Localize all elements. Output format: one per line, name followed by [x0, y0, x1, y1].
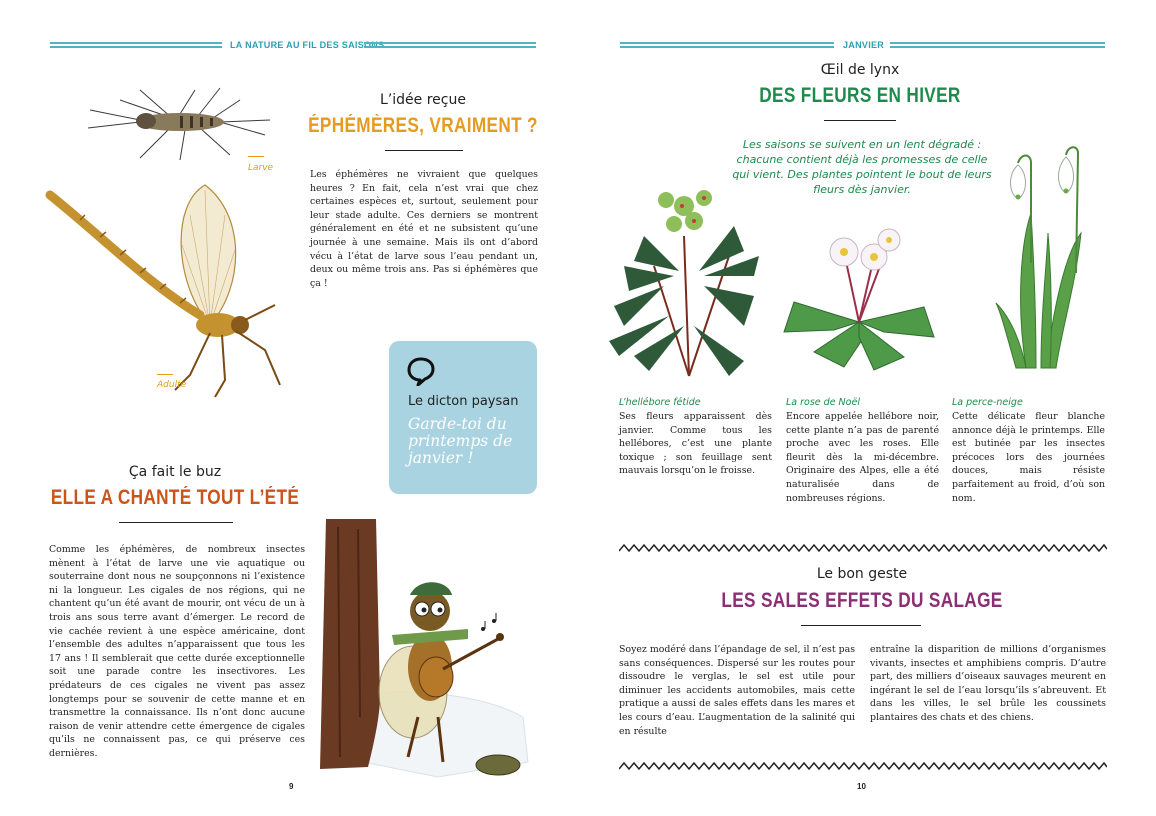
buz-kicker: Ça fait le buz — [128, 464, 222, 480]
dicton-quote: Garde-toi du printemps de janvier ! — [408, 415, 513, 467]
bon-geste-col1: Soyez modéré dans l’épandage de sel, il n’est pas sans conséquences. Dispersé sur les routes pour dissoudre le verglas, le sel est utile pour diminuer les accidents automobiles, mais cette pratique a aussi de sales effets dans les mares et les cours d’eau. L’augmentation de la salinité qui en résulte — [619, 644, 855, 737]
larve-caption: Larve — [248, 163, 274, 173]
right-header-rule-left — [620, 42, 834, 48]
left-running-head: LA NATURE AU FIL DES SAISONS — [230, 40, 385, 50]
right-header-rule-right — [890, 42, 1105, 48]
right-running-head: JANVIER — [843, 40, 885, 50]
adulte-caption-rule — [157, 374, 173, 375]
buz-body: Comme les éphémères, de nombreux insectes mènent à l’état de larve une vie aquatique ou souterraine dont nous ne soupçonnons ni l’existence ni la longueur. Les cigales de nos régions, qui ne chantent qu’un été avant de mourir, ont vécu de un à trois ans sous terre avant d’émerger. Le record de vie cachée revient à une espèce américaine, dont l’ensemble des adultes n’apparaissent que tous les 17 ans ! Il semblerait que cette durée exceptionnelle soit une parade contre les insectivores. Les prédateurs de ces cigales ne vivent pas assez longtemps pour se souvenir de cette manne et en transmettre la connaissance. Ils n’ont donc aucune raison de venir attendre cette émergence de cigales qu’ils ne connaissent pas, ce qui préserve ces dernières. — [49, 544, 305, 759]
idee-recue-body: Les éphémères ne vivraient que quelques heures ? En fait, cela n’est vrai que chez certaines espèces et, surtout, seulement pour leur stade adulte. Ces derniers se montrent généralement en été et ne subsistent qu’une journée à une semaine. Mais ils ont d’abord vécu à l’état de larve sous l’eau pendant un, deux ou même trois ans. Pas si éphémères que ça ! — [310, 169, 538, 289]
idee-recue-headline: ÉPHÉMÈRES, VRAIMENT ? — [308, 114, 538, 137]
lynx-rule — [824, 120, 896, 121]
idee-recue-kicker: L’idée reçue — [380, 92, 466, 108]
bon-geste-rule — [801, 625, 921, 626]
zigzag-divider-bottom — [619, 760, 1107, 772]
plant-text-perce-neige: Cette délicate fleur blanche annonce déjà le printemps. Elle est butinée par les insectes précoces lors des journées douces, mais résiste parfaitement au froid, d’où son nom. — [952, 411, 1105, 504]
bon-geste-headline: LES SALES EFFETS DU SALAGE — [721, 589, 1003, 612]
larve-caption-rule — [248, 156, 264, 157]
buz-rule — [119, 522, 233, 523]
lynx-intro: Les saisons se suivent en un lent dégradé : chacune contient déjà les promesses de celle qui vient. Des plantes pointent le bout de leurs fleurs dès janvier. — [732, 138, 992, 196]
plant-name-perce-neige: La perce-neige — [952, 397, 1023, 408]
zigzag-divider-top — [619, 542, 1107, 554]
buz-headline: ELLE A CHANTÉ TOUT L’ÉTÉ — [50, 486, 300, 509]
left-header-rule-left — [50, 42, 222, 48]
cicada-guitar-illustration — [318, 517, 540, 807]
hellebore-fetide-illustration — [604, 176, 774, 386]
rose-de-noel-illustration — [774, 212, 944, 372]
plant-text-rose-de-noel: Encore appelée hellébore noir, cette plante n’a pas de parenté proche avec les roses. Elle fleurit dès la mi-décembre. Originaire des Alpes, elle a été naturalisée dans de nombreuses régions. — [786, 411, 939, 504]
plant-name-rose-de-noel: La rose de Noël — [786, 397, 860, 408]
dicton-box — [389, 341, 537, 494]
speech-bubble-icon — [406, 356, 436, 386]
plant-name-hellebore: L’hellébore fétide — [619, 397, 701, 408]
dicton-title: Le dicton paysan — [408, 394, 519, 409]
left-header-rule-right — [364, 42, 536, 48]
plant-text-hellebore: Ses fleurs apparaissent dès janvier. Comme tous les hellébores, c’est une plante toxique ; son feuillage sent mauvais lorsqu’on le froisse. — [619, 411, 772, 477]
adulte-caption: Adulte — [157, 380, 187, 390]
perce-neige-illustration — [986, 143, 1106, 371]
idee-recue-rule — [385, 150, 463, 151]
bon-geste-col2: entraîne la disparition de millions d’organismes vivants, insectes et amphibiens compris. D’autre part, des milliers d’oiseaux sauvages meurent en ingérant le sel de l’eau lorsqu’ils s’abreuvent. Et dans les villes, le sel brûle les coussinets plantaires des chats et des chiens. — [870, 644, 1106, 723]
bon-geste-kicker: Le bon geste — [816, 566, 908, 582]
mayfly-adult-illustration — [40, 175, 295, 405]
lynx-kicker: Œil de lynx — [820, 62, 900, 78]
lynx-headline: DES FLEURS EN HIVER — [759, 84, 961, 107]
page-number-right: 10 — [857, 782, 866, 791]
page-number-left: 9 — [289, 782, 294, 791]
